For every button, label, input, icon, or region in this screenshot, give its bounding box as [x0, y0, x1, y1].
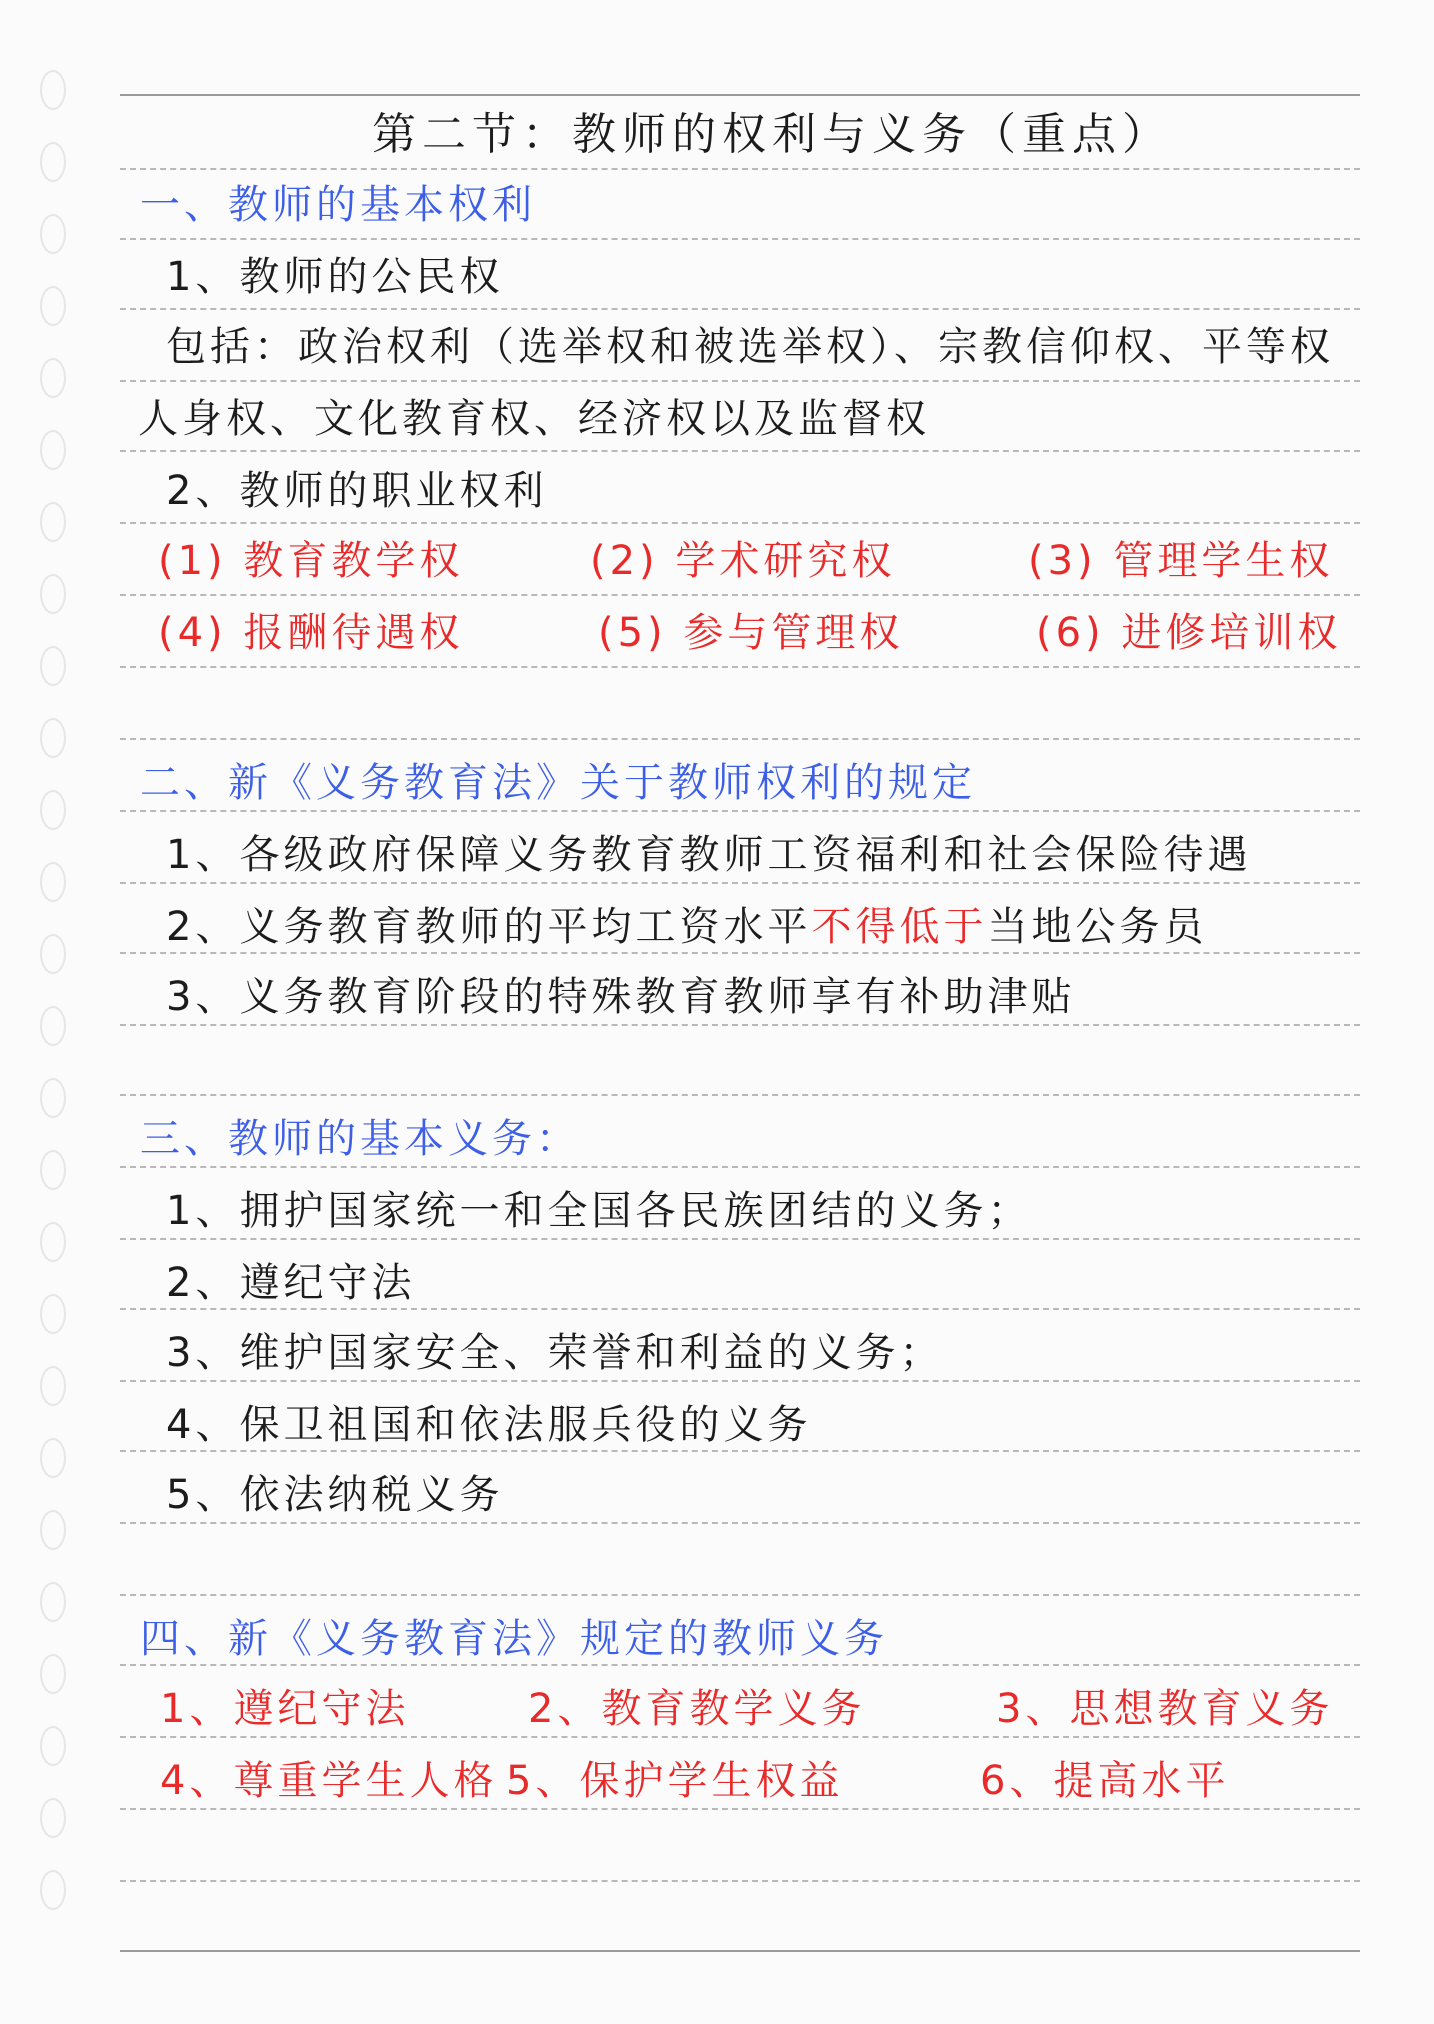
ruled-line: [120, 738, 1360, 740]
ruled-line: [120, 1238, 1360, 1240]
ruled-line: [120, 666, 1360, 668]
binder-hole: [40, 358, 66, 398]
duty-item: 5、保护学生权益: [506, 1758, 844, 1804]
binder-hole: [40, 1654, 66, 1694]
ruled-line: [120, 1664, 1360, 1666]
duty-item: 4、尊重学生人格: [160, 1758, 498, 1804]
right-item: (4) 报酬待遇权: [158, 610, 464, 656]
section-heading-basic-duties: 三、教师的基本义务：: [140, 1116, 580, 1162]
binder-hole: [40, 1726, 66, 1766]
binder-hole: [40, 1438, 66, 1478]
binder-hole: [40, 1078, 66, 1118]
binder-hole: [40, 1870, 66, 1910]
list-item-detail: 人身权、文化教育权、经济权以及监督权: [138, 396, 930, 442]
list-item: 4、保卫祖国和依法服兵役的义务: [166, 1402, 812, 1448]
list-item: 1、教师的公民权: [166, 254, 504, 300]
list-item: 2、教师的职业权利: [166, 468, 548, 514]
duty-item: 3、思想教育义务: [996, 1686, 1334, 1732]
bottom-rule: [120, 1950, 1360, 1952]
list-item: 3、义务教育阶段的特殊教育教师享有补助津贴: [166, 974, 1076, 1020]
list-item: 2、遵纪守法: [166, 1260, 416, 1306]
binder-hole: [40, 1582, 66, 1622]
ruled-line: [120, 450, 1360, 452]
ruled-line: [120, 1166, 1360, 1168]
binder-hole: [40, 718, 66, 758]
ruled-line: [120, 1880, 1360, 1882]
list-item: 1、各级政府保障义务教育教师工资福利和社会保险待遇: [166, 832, 1252, 878]
ruled-line: [120, 594, 1360, 596]
binder-hole: [40, 574, 66, 614]
ruled-line: [120, 1380, 1360, 1382]
binder-hole: [40, 1150, 66, 1190]
ruled-line: [120, 810, 1360, 812]
ruled-line: [120, 380, 1360, 382]
duty-item: 6、提高水平: [980, 1758, 1230, 1804]
binder-hole: [40, 790, 66, 830]
binder-hole: [40, 1222, 66, 1262]
section-heading-new-law-rights: 二、新《义务教育法》关于教师权利的规定: [140, 760, 976, 806]
right-item: (3) 管理学生权: [1028, 538, 1334, 584]
ruled-line: [120, 1094, 1360, 1096]
ruled-line: [120, 1522, 1360, 1524]
emphasis-text: 不得低于: [811, 904, 988, 950]
binder-hole: [40, 1798, 66, 1838]
ruled-line: [120, 308, 1360, 310]
section-heading-new-law-duties: 四、新《义务教育法》规定的教师义务: [140, 1616, 888, 1662]
top-rule: [120, 94, 1360, 96]
ruled-line: [120, 1594, 1360, 1596]
binder-hole: [40, 934, 66, 974]
binder-hole: [40, 430, 66, 470]
page-title: 第二节：教师的权利与义务（重点）: [372, 109, 1172, 160]
ruled-line: [120, 1450, 1360, 1452]
binder-hole: [40, 502, 66, 542]
right-item: (6) 进修培训权: [1036, 610, 1342, 656]
ruled-line: [120, 238, 1360, 240]
ruled-line: [120, 952, 1360, 954]
ruled-line: [120, 1736, 1360, 1738]
binder-hole: [40, 1366, 66, 1406]
list-item-detail: 包括：政治权利（选举权和被选举权）、宗教信仰权、平等权: [166, 324, 1334, 370]
ruled-line: [120, 882, 1360, 884]
section-heading-basic-rights: 一、教师的基本权利: [140, 182, 536, 228]
right-item: (1) 教育教学权: [158, 538, 464, 584]
binder-hole: [40, 1006, 66, 1046]
ruled-line: [120, 522, 1360, 524]
list-item-text: 2、义务教育教师的平均工资水平: [166, 904, 812, 950]
binder-hole: [40, 70, 66, 110]
duty-item: 2、教育教学义务: [528, 1686, 866, 1732]
ruled-line: [120, 1308, 1360, 1310]
list-item-text: 当地公务员: [987, 904, 1208, 950]
binder-hole: [40, 646, 66, 686]
binder-holes: [40, 70, 66, 1970]
ruled-line: [120, 168, 1360, 170]
list-item: [166, 902, 1207, 952]
list-item: 3、维护国家安全、荣誉和利益的义务；: [166, 1330, 944, 1376]
binder-hole: [40, 286, 66, 326]
ruled-line: [120, 1808, 1360, 1810]
binder-hole: [40, 862, 66, 902]
ruled-line: [120, 1024, 1360, 1026]
binder-hole: [40, 142, 66, 182]
binder-hole: [40, 1294, 66, 1334]
right-item: (5) 参与管理权: [598, 610, 904, 656]
list-item: 1、拥护国家统一和全国各民族团结的义务；: [166, 1188, 1032, 1234]
list-item: 5、依法纳税义务: [166, 1472, 504, 1518]
binder-hole: [40, 214, 66, 254]
right-item: (2) 学术研究权: [590, 538, 896, 584]
duty-item: 1、遵纪守法: [160, 1686, 410, 1732]
binder-hole: [40, 1510, 66, 1550]
